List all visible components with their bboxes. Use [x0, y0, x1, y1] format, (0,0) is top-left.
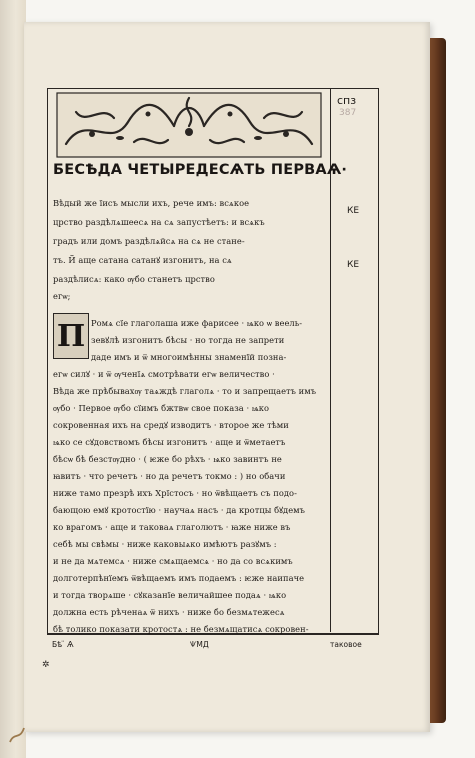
floral-headpiece-ornament [56, 92, 322, 158]
text-line: Вѣдый же їисъ мысли ихъ, рече имъ: всѧкое [53, 198, 250, 208]
text-line: тъ. Й аще сатана сатанꙋ изгонитъ, на сѧ [53, 255, 232, 265]
chapter-heading: БЕСѢДА ЧЕТЫРЕДЕСѦТЬ ПЕРВАѦ· [53, 162, 348, 178]
folio-number: спз [337, 94, 357, 107]
text-line: егѡ силꙋ · и ѿ ѹченїѧ смотрѣвати егѡ величество · [53, 369, 275, 379]
text-line: себѣ мы свѣмы · ниже каковыѧко имѣютъ разꙋмъ : [53, 539, 277, 549]
text-line: Вѣда же прѣбывахѹ таѧждѣ глаголѧ · то и запрещаетъ имъ [53, 386, 317, 396]
drop-cap-initial: П [53, 313, 89, 359]
footer-catchword: таковое [330, 640, 362, 649]
text-line: Ромѧ сїе глаголаша иже фарисее · ѩко ѡ веель- [91, 318, 303, 328]
text-line: бѣ толико показати кротостѧ : не безмѧщатисѧ сокровен- [53, 624, 309, 634]
margin-note: КЕ [347, 260, 360, 270]
bookmark-string-icon [8, 726, 26, 744]
text-line: и тогда творѧше · сꙋказанїе величайшее подаѧ · ѩко [53, 590, 287, 600]
text-line: градъ или домъ раздѣлѧйсѧ на сѧ не стане- [53, 236, 245, 246]
footer-center-mark: ѰМД [190, 640, 209, 649]
text-line: долготерпѣнїемъ ѿвѣщаемъ имъ подаемъ : ѥже наипаче [53, 573, 305, 583]
text-line: ꙗвитъ · что речетъ · но да речетъ токмо : ) но обачи [53, 471, 286, 481]
text-line: црство раздѣлѧшеесѧ на сѧ запустѣетъ: и всѧкъ [53, 217, 265, 227]
text-line: зевꙋлѣ изгонитъ бѣсы · но тогда не запрети [91, 335, 285, 345]
pencil-folio-note: 387 [339, 108, 357, 118]
text-line: бѣсѡ бѣ безстѹдно · ( ѥже бо рѣхъ · ѩко завинтъ не [53, 454, 282, 464]
text-line: ѩко се сꙋдовствомъ бѣсы изгонитъ · аще и ѿметаетъ [53, 437, 286, 447]
text-line: бающою емꙋ кротостїю · научаѧ насъ · да кротцы бꙋдемъ [53, 505, 306, 515]
book-left-edge [0, 0, 26, 758]
asterisk-mark: ✲ [42, 660, 50, 670]
text-line: ко врагомъ · аще и таковаѧ глаголютъ · ꙗже ниже въ [53, 522, 291, 532]
text-line: ниже тамо презрѣ ихъ Хрїстосъ · но ѿвѣщаетъ съ подо- [53, 488, 297, 498]
text-line: даде имъ и ѿ многоимѣнны знаменїй позна- [91, 352, 287, 362]
text-line: сокровенная ихъ на средꙋ изводитъ · второе же тѣми [53, 420, 289, 430]
text-line: раздѣлисѧ: како ѹбо станетъ црство [53, 274, 215, 284]
text-line: и не да мѧтемсѧ · ниже смѧщаемсѧ · но да со всѧкимъ [53, 556, 293, 566]
text-line: егѡ; [53, 291, 71, 301]
margin-note: КЕ [347, 206, 360, 216]
text-line: должна есть рѣченаѧ ѿ нихъ · ниже бо безмѧтежесѧ [53, 607, 285, 617]
text-line: ѹбо · Первое ѹбо сїимъ бжтвѡ свое показа · ѩко [53, 403, 270, 413]
footer-signature: Бѣ ̈ Ѧ [52, 640, 74, 649]
